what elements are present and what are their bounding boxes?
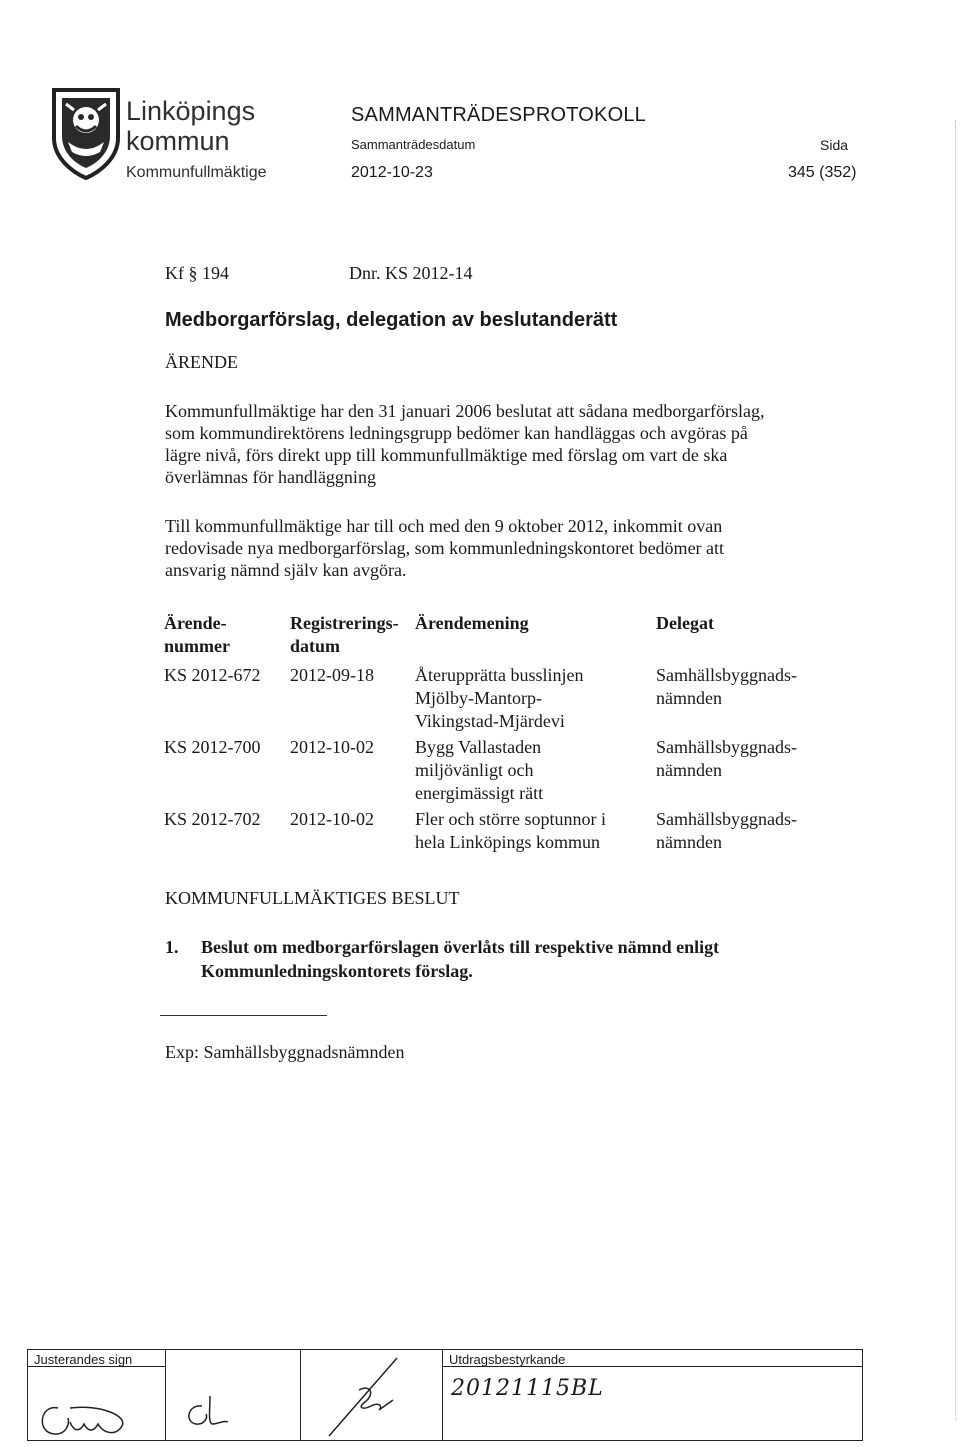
paragraph-submissions bbox=[165, 515, 865, 581]
table-row bbox=[160, 808, 840, 857]
justerandes-label: Justerandes sign bbox=[34, 1352, 133, 1367]
signature-box-3 bbox=[301, 1349, 443, 1441]
paragraph-number: Kf § 194 bbox=[165, 263, 229, 283]
document-title: SAMMANTRÄDESPROTOKOLL bbox=[351, 104, 647, 126]
cell-datum: 2012-10-02 bbox=[290, 737, 374, 757]
signature-1 bbox=[30, 1374, 164, 1438]
date-label: Sammanträdesdatum bbox=[351, 137, 476, 152]
decision-text: Beslut om medborgarförslagen överlåts till respektive nämnd enligt Kommunledningskontorets förslag. bbox=[201, 937, 720, 981]
table-row bbox=[160, 664, 840, 736]
cell-nummer: KS 2012-672 bbox=[164, 665, 261, 685]
box-divider bbox=[28, 1366, 165, 1367]
column-header-nummer: Ärende- nummer bbox=[164, 613, 230, 656]
page-label: Sida bbox=[820, 137, 849, 153]
cell-delegat: Samhällsbyggnads- nämnden bbox=[656, 737, 797, 780]
coat-of-arms-logo bbox=[48, 86, 124, 180]
section-label: ÄRENDE bbox=[165, 352, 238, 372]
text-line: Kommunfullmäktige har den 31 januari 2006 beslutat att sådana medborgarförslag, bbox=[165, 401, 765, 421]
org-name-line1: Linköpings bbox=[126, 96, 256, 126]
table-header-row bbox=[160, 612, 840, 658]
text-line: överlämnas för handläggning bbox=[165, 467, 376, 487]
utdrag-label: Utdragsbestyrkande bbox=[449, 1352, 566, 1367]
scan-edge bbox=[955, 120, 956, 1420]
cell-datum: 2012-10-02 bbox=[290, 809, 374, 829]
expedition-note: Exp: Samhällsbyggnadsnämnden bbox=[165, 1042, 405, 1062]
cell-delegat: Samhällsbyggnads- nämnden bbox=[656, 809, 797, 852]
cell-mening: Återupprätta busslinjen Mjölby-Mantorp- Vikingstad-Mjärdevi bbox=[415, 665, 584, 731]
page-number: 345 (352) bbox=[788, 164, 857, 181]
cell-mening: Bygg Vallastaden miljövänligt och energimässigt rätt bbox=[415, 737, 544, 803]
paragraph-background bbox=[165, 400, 865, 488]
cell-datum: 2012-09-18 bbox=[290, 665, 374, 685]
text-line: lägre nivå, förs direkt upp till kommunfullmäktige med förslag om vart de ska bbox=[165, 445, 728, 465]
text-line: ansvarig nämnd själv kan avgöra. bbox=[165, 560, 407, 580]
signature-box-2 bbox=[166, 1349, 301, 1441]
cell-mening: Fler och större soptunnor i hela Linköpings kommun bbox=[415, 809, 606, 852]
decision-number: 1. bbox=[165, 937, 179, 957]
date-value: 2012-10-23 bbox=[351, 164, 433, 181]
text-line: Till kommunfullmäktige har till och med den 9 oktober 2012, inkommit ovan bbox=[165, 516, 723, 536]
cell-delegat: Samhällsbyggnads- nämnden bbox=[656, 665, 797, 708]
box-divider bbox=[443, 1366, 862, 1367]
signature-footer bbox=[27, 1349, 863, 1441]
text-line: redovisade nya medborgarförslag, som kommunledningskontoret bedömer att bbox=[165, 538, 725, 558]
table-row bbox=[160, 736, 840, 808]
text-line: som kommundirektörens ledningsgrupp bedömer kan handläggas och avgöras på bbox=[165, 423, 748, 443]
column-header-arendemening: Ärendemening bbox=[415, 613, 529, 633]
column-header-datum: Registrerings- datum bbox=[290, 613, 399, 656]
separator-line bbox=[160, 1015, 327, 1016]
cell-nummer: KS 2012-700 bbox=[164, 737, 261, 757]
justerandes-sign-box bbox=[27, 1349, 166, 1441]
diary-number: Dnr. KS 2012-14 bbox=[349, 263, 473, 283]
utdragsbestyrkande-box bbox=[443, 1349, 863, 1441]
case-heading: Medborgarförslag, delegation av beslutanderätt bbox=[165, 309, 618, 331]
org-name-line2: kommun bbox=[126, 126, 230, 156]
signature-2 bbox=[166, 1374, 298, 1438]
org-unit: Kommunfullmäktige bbox=[126, 164, 267, 181]
decision-heading: KOMMUNFULLMÄKTIGES BESLUT bbox=[165, 888, 460, 908]
cell-nummer: KS 2012-702 bbox=[164, 809, 261, 829]
column-header-delegat: Delegat bbox=[656, 613, 714, 633]
utdrag-handwritten: 20121115BL bbox=[451, 1376, 604, 1401]
signature-3 bbox=[301, 1350, 441, 1440]
cases-table bbox=[160, 612, 840, 857]
